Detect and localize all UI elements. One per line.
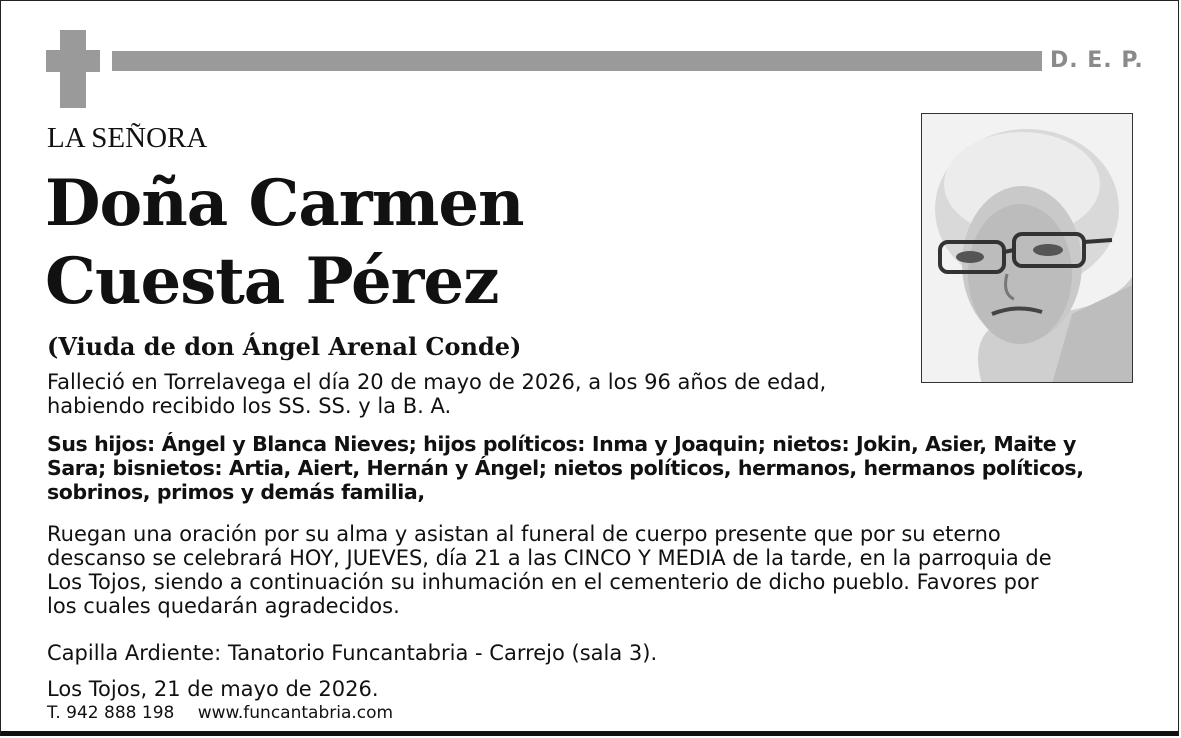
dep-label: D. E. P. <box>1050 48 1144 73</box>
funeral-line-1: Ruegan una oración por su alma y asistan al funeral de cuerpo presente que por su eterno <box>47 522 1001 546</box>
footer-website[interactable]: www.funcantabria.com <box>197 703 394 723</box>
death-notice <box>47 370 826 418</box>
funeral-line-4: los cuales quedarán agradecidos. <box>47 594 400 618</box>
family-line-1: Sus hijos: Ángel y Blanca Nieves; hijos políticos: Inma y Joaquin; nietos: Jokin, Asier, Maite y <box>47 432 1076 456</box>
deceased-name <box>45 165 524 321</box>
family-list <box>47 432 1084 504</box>
death-notice-line-1: Falleció en Torrelavega el día 20 de mayo de 2026, a los 96 años de edad, <box>47 370 827 394</box>
family-line-3: sobrinos, primos y demás familia, <box>47 480 425 504</box>
family-line-2: Sara; bisnietos: Artia, Aiert, Hernán y Ángel; nietos políticos, hermanos, hermanos políticos, <box>47 456 1084 480</box>
footer-phone: T. 942 888 198 <box>47 703 175 723</box>
funeral-line-3: Los Tojos, siendo a continuación su inhumación en el cementerio de dicho pueblo. Favores por <box>47 570 1039 594</box>
cross-icon-horizontal <box>46 50 100 72</box>
funeral-line-2: descanso se celebrará HOY, JUEVES, día 21 a las CINCO Y MEDIA de la tarde, en la parroquia de <box>47 546 1052 570</box>
name-line-2: Cuesta Pérez <box>45 244 499 319</box>
header-rule <box>112 51 1042 71</box>
death-notice-line-2: habiendo recibido los SS. SS. y la B. A. <box>47 394 452 418</box>
funeral-details <box>47 522 1052 618</box>
portrait-photo <box>921 113 1133 383</box>
widow-note: (Viuda de don Ángel Arenal Conde) <box>47 332 522 361</box>
honorific: LA SEÑORA <box>47 122 208 154</box>
place-date: Los Tojos, 21 de mayo de 2026. <box>47 677 379 701</box>
name-line-1: Doña Carmen <box>45 166 524 241</box>
footer <box>47 703 411 723</box>
chapel-info: Capilla Ardiente: Tanatorio Funcantabria - Carrejo (sala 3). <box>47 641 658 665</box>
portrait-image <box>922 114 1133 383</box>
